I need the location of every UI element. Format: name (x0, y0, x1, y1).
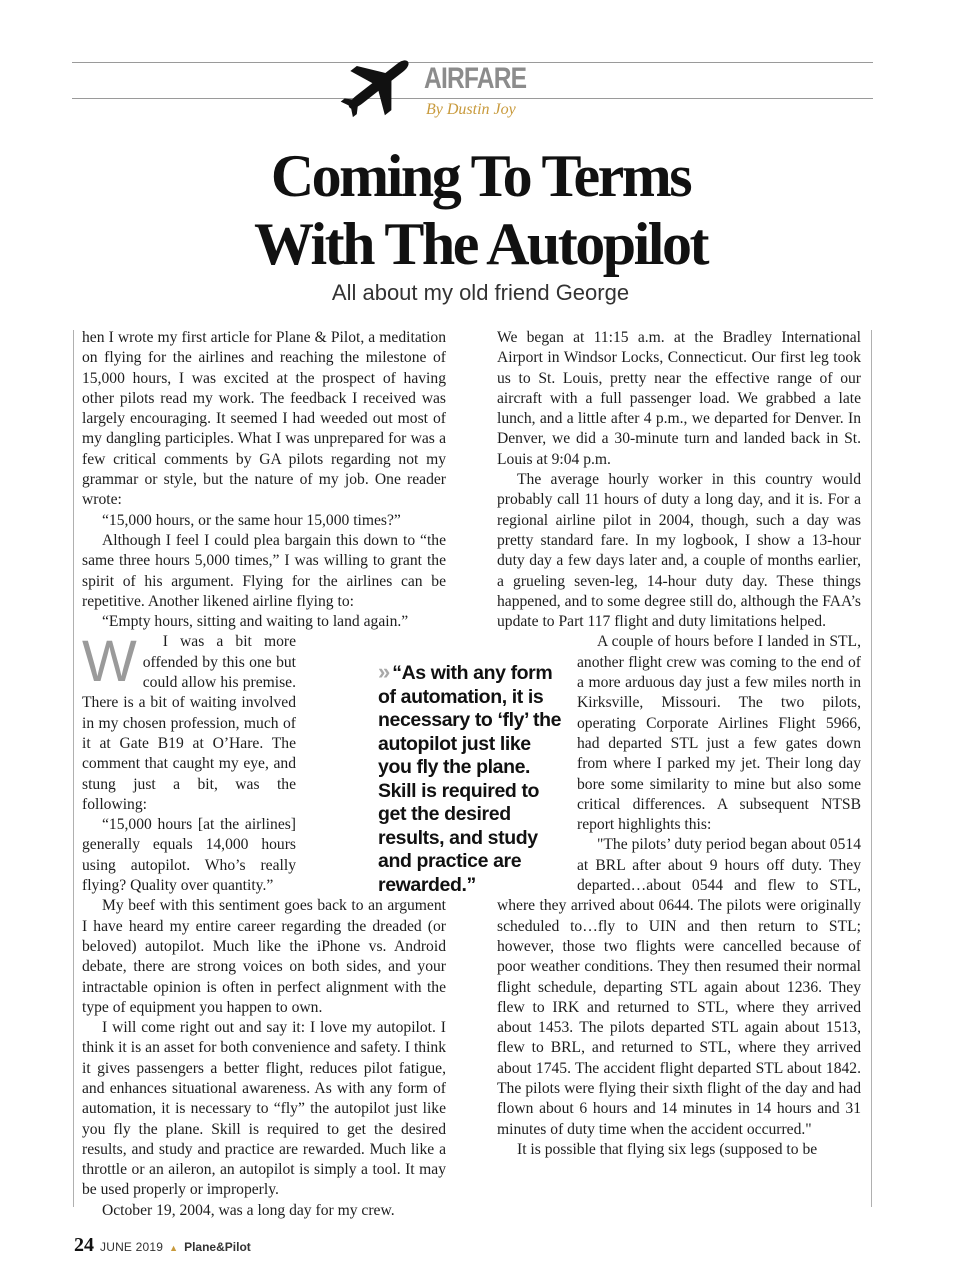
right-column-rule (871, 330, 872, 1207)
airplane-icon (336, 52, 420, 118)
header-mid-rule (72, 98, 873, 99)
issue-date: JUNE 2019 (100, 1240, 164, 1254)
title-line-2: With The Autopilot (254, 211, 707, 277)
article-deck: All about my old friend George (331, 280, 630, 305)
paragraph: It is possible that flying six legs (supposed to be (517, 1140, 818, 1158)
page-footer (74, 1234, 251, 1257)
paragraph: A couple of hours before I landed in STL, another flight crew was coming to the end of a more arduous day just a few miles north in Kirksville, Missouri. The two pilots, operating Corporate Airlines Flight 5966, had departed STL just a few gates down from where I parked my jet. Their long day bore some similarity to mine but also some critical differences. A subsequent NTSB report highlights this: (577, 633, 861, 834)
section-label: AIRFARE (424, 62, 527, 95)
paragraph: The average hourly worker in this country would probably call 11 hours of duty a long day, and it is. For a regional airline pilot in 2004, though, such a day was pretty standard fare. In my logbook, I show a 13-hour duty day a few days later and, a couple of months earlier, a grueling seven-leg, 14-hour duty day. These things happened, and to some degree still do, although the FAA’s update to Part 117 flight and duty limitations helped. (497, 471, 861, 631)
title-line-1: Coming To Terms (270, 143, 691, 209)
quote-chevron-icon: » (378, 659, 387, 684)
article-title (0, 142, 961, 278)
paragraph: Although I feel I could plea bargain this down to “the same three hours 5,000 times,” I was willing to grant the spirit of his argument. Flying for the airlines can be repetitive. Another likened airline flying to: (82, 531, 446, 610)
drop-cap: W (82, 629, 137, 694)
paragraph: "The pilots’ duty period began about 0514 at BRL after about 9 hours off duty. They departed…about 0544 and flew to STL, where they arrived about 0644. The pilots were originally scheduled to…fly to UIN and then return to STL; however, those two flights were cancelled because of poor weather conditions. They then resumed their normal flight schedule, departing STL again about 1236. They flew to IRK and returned to STL, where they arrived about 1453. The pilots departed STL again about 1513, flew to BRL, and returned to STL, where they arrived about 1745. The accident flight departed STL about 1842. The pilots were flying their sixth flight of the day and had flown about 6 hours and 14 minutes in 14 hours and 31 minutes of duty time when the accident occurred." (497, 836, 861, 1138)
pull-quote-text: “As with any form of automation, it is necessary to ‘fly’ the autopilot just like you fly the plane. Skill is required to get the desired results, and study and practice are rewarded.” (378, 662, 562, 896)
right-column (497, 328, 861, 1160)
page-number: 24 (74, 1234, 94, 1256)
paragraph: I was a bit more offended by this one but could allow his premise. There is a bit of waiting involved in my chosen profession, much of it at Gate B19 at O’Hare. The comment that caught my eye, and stung just a bit, was the following: (82, 633, 296, 813)
paragraph: “15,000 hours, or the same hour 15,000 times?” (102, 511, 401, 529)
paragraph: My beef with this sentiment goes back to an argument I have heard my entire career regarding the dreaded (or beloved) autopilot. Much like the iPhone vs. Android debate, there are strong voices on both sides, and your intractable opinion is often in perfect alignment with the type of equipment you happen to own. (82, 897, 446, 1016)
paragraph: “15,000 hours [at the airlines] generally equals 14,000 hours using autopilot. Who’s really flying? Quality over quantity.” (82, 816, 296, 895)
paragraph: W hen I wrote my first article for Plane & Pilot, a meditation on flying for the airlines and reaching the milestone of 15,000 hours, I was excited at the prospect of having other pilots read my work. The feedback I received was largely encouraging. It seemed I had weeded out most of my dangling participles. What I was unprepared for was a few critical comments by GA pilots regarding not my grammar or style, but the nature of my job. One reader wrote: (82, 329, 446, 694)
paragraph: “Empty hours, sitting and waiting to land again.” (102, 613, 409, 631)
paragraph: October 19, 2004, was a long day for my crew. (102, 1201, 395, 1219)
paragraph: We began at 11:15 a.m. at the Bradley International Airport in Windsor Locks, Connecticut. Our first leg took us to St. Louis, pretty near the effective range of our aircraft with a full passenger load. We grabbed a late lunch, and a little after 4 p.m., we departed for Denver. In Denver, we did a 30-minute turn and landed back in St. Louis at 9:04 p.m. (497, 329, 861, 468)
triangle-separator-icon: ▲ (169, 1243, 179, 1253)
left-column-rule (73, 330, 74, 1207)
byline: By Dustin Joy (426, 101, 516, 118)
magazine-name: Plane&Pilot (184, 1240, 251, 1254)
paragraph: I will come right out and say it: I love my autopilot. I think it is an asset for both convenience and safety. I think it gives passengers a better flight, reduces pilot fatigue, and enhances situational awareness. As with any form of automation, it is necessary to “fly” the autopilot just like you fly the plane. Skill is required to get the desired results, and study and practice are rewarded. Much like a throttle or an aileron, an autopilot is simply a tool. It may be used properly or improperly. (82, 1019, 446, 1199)
